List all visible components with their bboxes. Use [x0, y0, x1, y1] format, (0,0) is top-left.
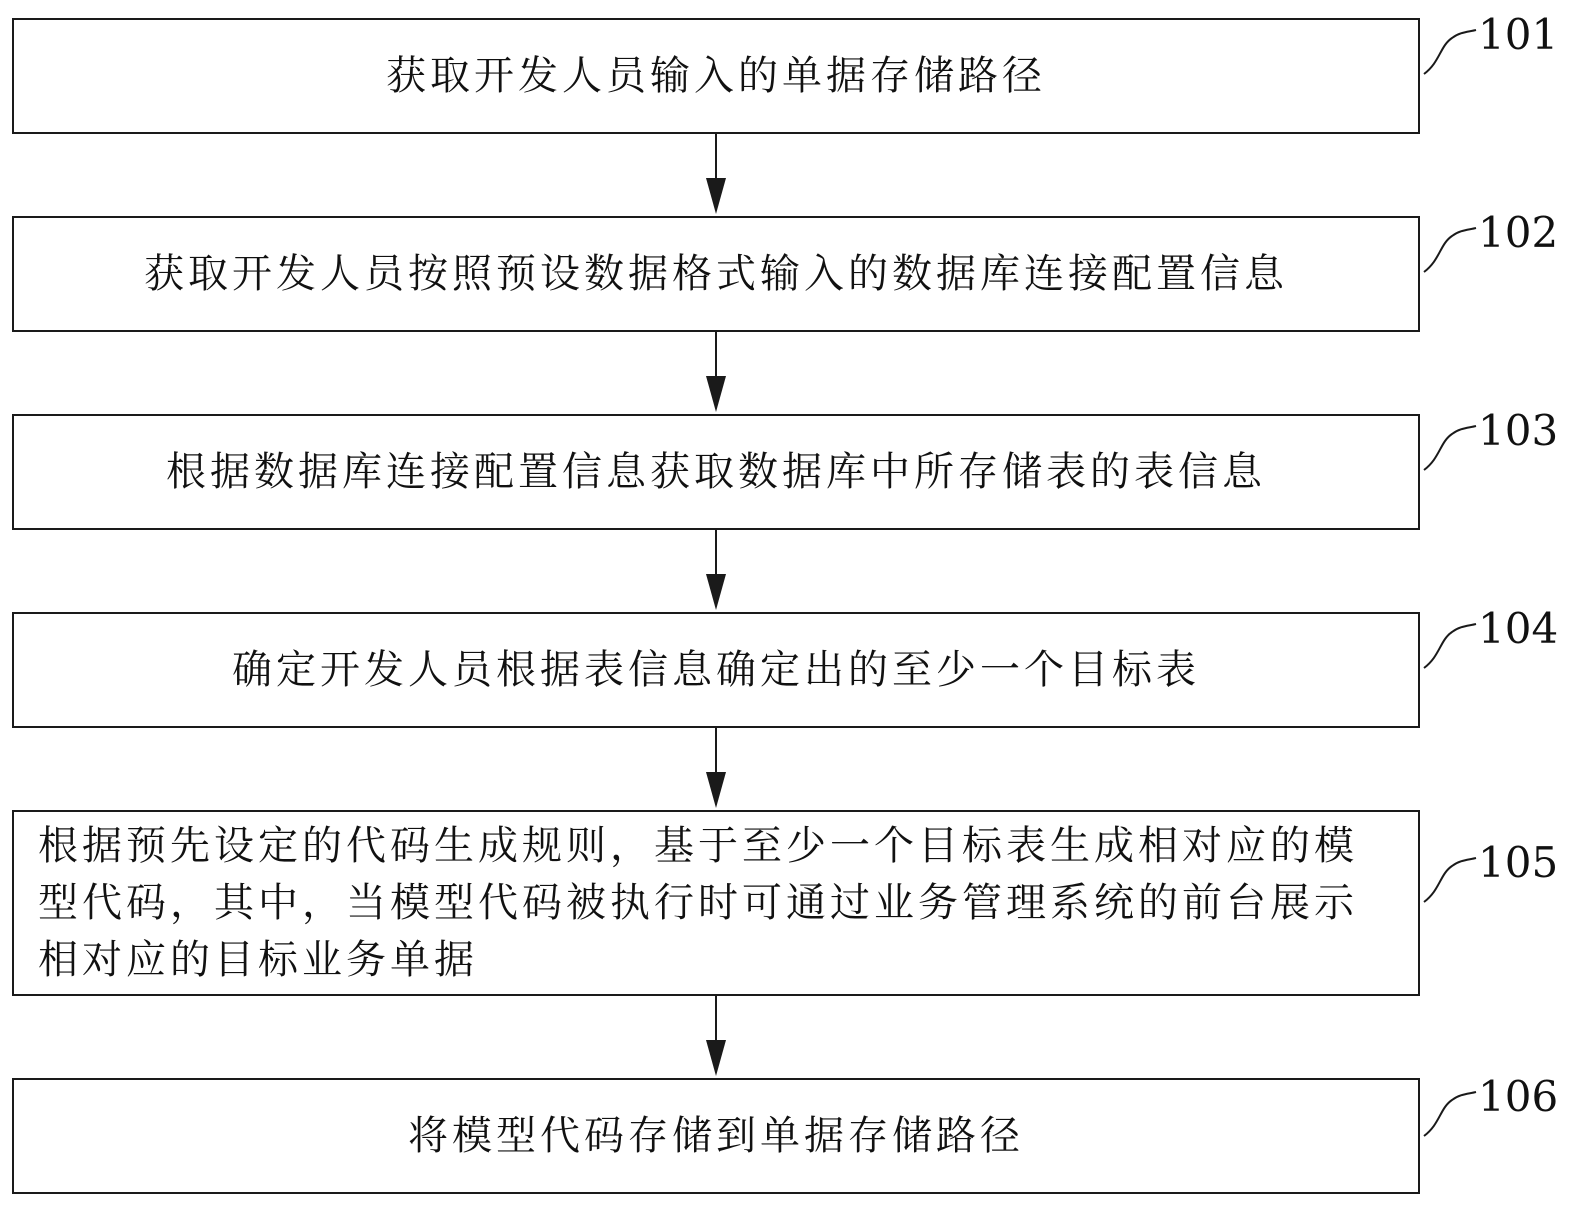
- step-label-106: 106: [1478, 1072, 1559, 1121]
- step-text-101: 获取开发人员输入的单据存储路径: [386, 53, 1046, 99]
- step-text-102: 获取开发人员按照预设数据格式输入的数据库连接配置信息: [144, 251, 1288, 297]
- leader-102: [1424, 228, 1476, 272]
- leader-106: [1424, 1092, 1476, 1136]
- leader-104: [1424, 624, 1476, 668]
- step-label-104: 104: [1478, 604, 1559, 653]
- step-box-105: [12, 810, 1420, 996]
- step-text-103: 根据数据库连接配置信息获取数据库中所存储表的表信息: [166, 449, 1266, 495]
- arrow-102-103: [706, 332, 726, 412]
- arrow-101-102: [706, 134, 726, 214]
- step-label-105: 105: [1478, 838, 1559, 887]
- step-text-104: 确定开发人员根据表信息确定出的至少一个目标表: [232, 647, 1200, 693]
- step-box-103: [12, 414, 1420, 530]
- step-box-104: [12, 612, 1420, 728]
- leader-103: [1424, 426, 1476, 470]
- arrow-104-105: [706, 728, 726, 808]
- leader-105: [1424, 858, 1476, 902]
- step-text-105: 根据预先设定的代码生成规则，基于至少一个目标表生成相对应的模型代码，其中，当模型代码被执行时可通过业务管理系统的前台展示相对应的目标业务单据: [38, 822, 1358, 983]
- step-box-106: [12, 1078, 1420, 1194]
- step-box-102: [12, 216, 1420, 332]
- arrow-103-104: [706, 530, 726, 610]
- step-box-101: [12, 18, 1420, 134]
- step-label-102: 102: [1478, 208, 1559, 257]
- step-text-106: 将模型代码存储到单据存储路径: [408, 1113, 1024, 1159]
- leader-101: [1424, 30, 1476, 74]
- arrow-105-106: [706, 996, 726, 1076]
- step-label-101: 101: [1478, 10, 1559, 59]
- step-label-103: 103: [1478, 406, 1559, 455]
